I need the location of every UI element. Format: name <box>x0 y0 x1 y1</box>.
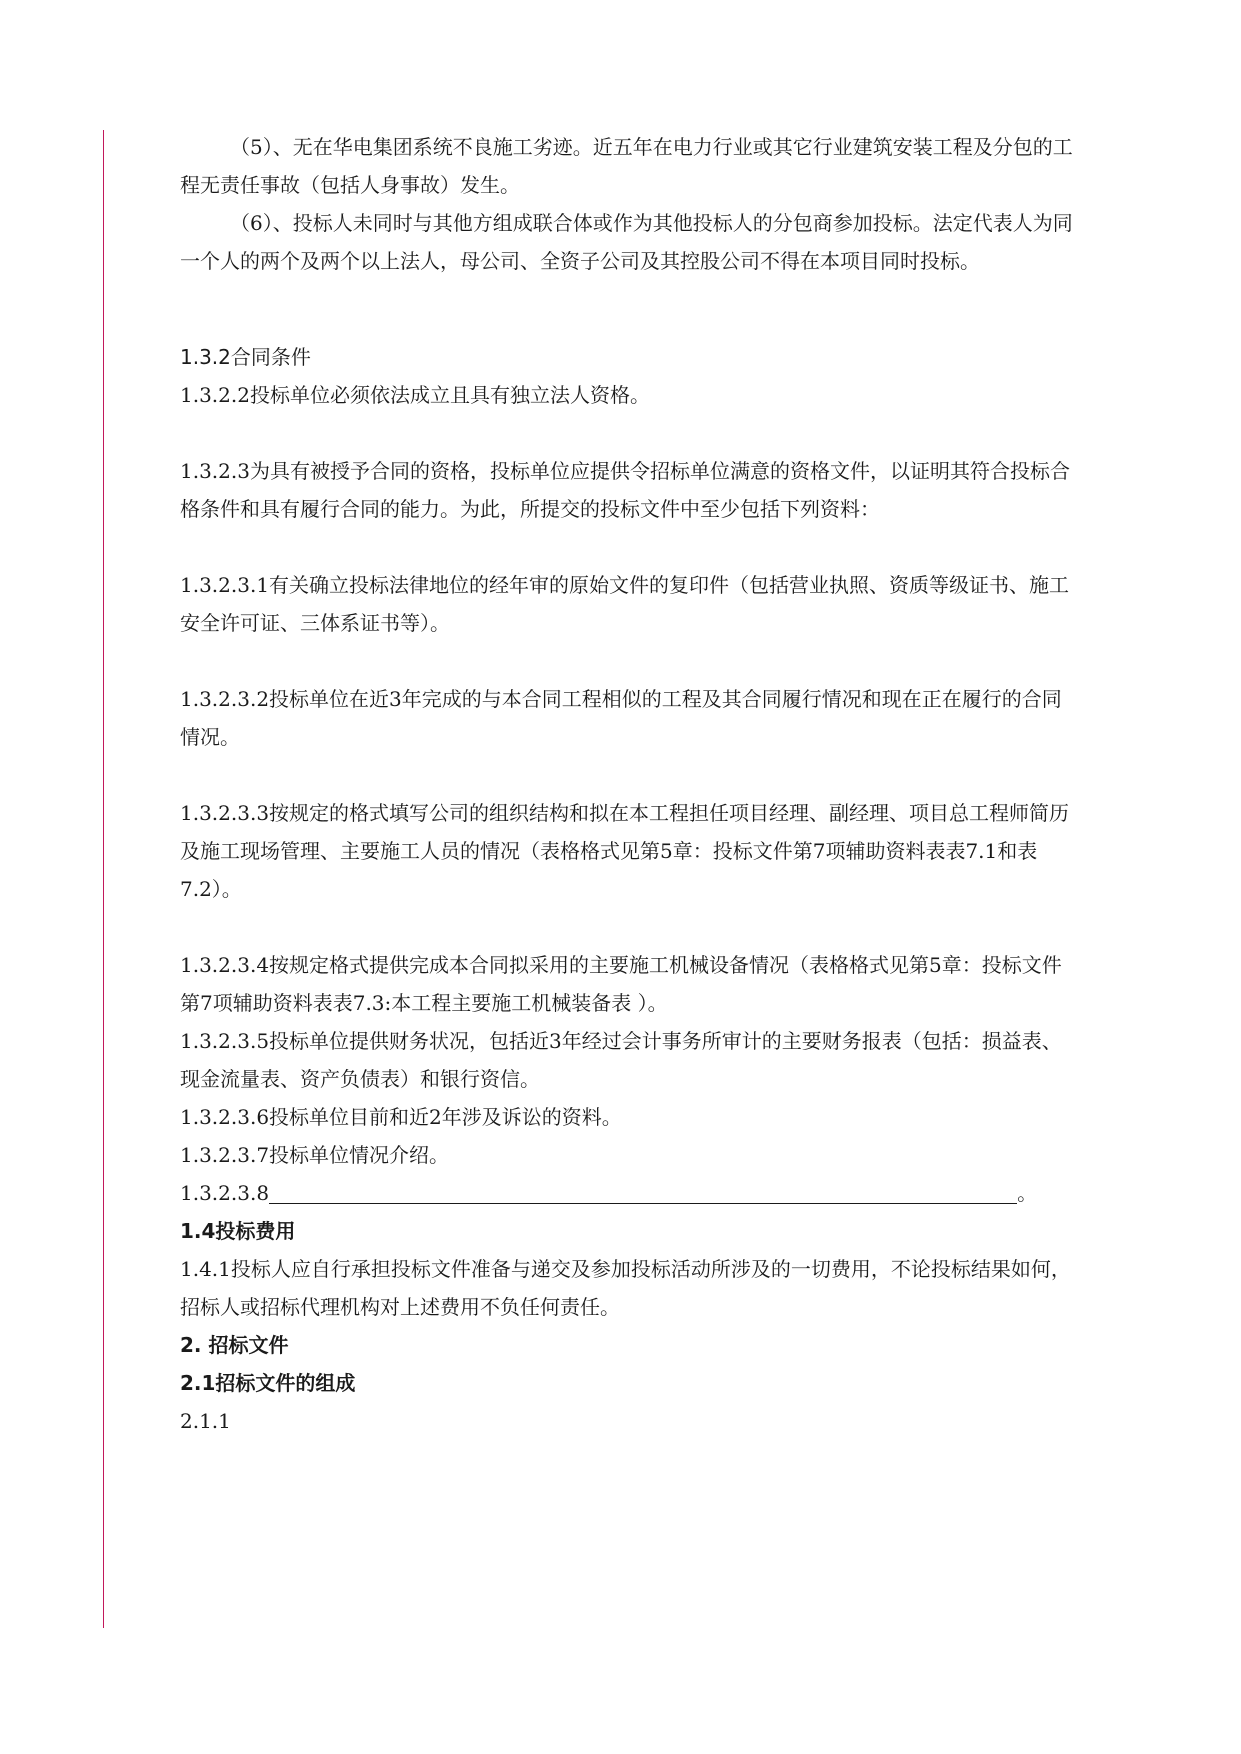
paragraph-6: （6）、投标人未同时与其他方组成联合体或作为其他投标人的分包商参加投标。法定代表人为同一个人的两个及两个以上法人，母公司、全资子公司及其控股公司不得在本项目同时投标。 <box>180 211 1073 273</box>
clause-1-4-1: 1.4.1投标人应自行承担投标文件准备与递交及参加投标活动所涉及的一切费用，不论投标结果如何，招标人或招标代理机构对上述费用不负任何责任。 <box>180 1257 1071 1319</box>
clause-1-3-2-3-7: 1.3.2.3.7投标单位情况介绍。 <box>180 1143 450 1167</box>
clause-1-3-2-2: 1.3.2.2投标单位必须依法成立且具有独立法人资格。 <box>180 383 650 407</box>
clause-1-3-2-3-8 <box>180 1174 1080 1212</box>
clause-2-1-1: 2.1.1 <box>180 1409 231 1433</box>
clause-1-3-2-3-1: 1.3.2.3.1有关确立投标法律地位的经年审的原始文件的复印件（包括营业执照、资质等级证书、施工安全许可证、三体系证书等）。 <box>180 573 1070 635</box>
heading-2: 2. 招标文件 <box>180 1333 289 1357</box>
fill-in-blank-line <box>269 1177 1017 1204</box>
clause-1-3-2-3-4: 1.3.2.3.4按规定格式提供完成本合同拟采用的主要施工机械设备情况（表格格式见第5章：投标文件第7项辅助资料表表7.3:本工程主要施工机械装备表 ）。 <box>180 953 1062 1015</box>
paragraph-5: （5）、无在华电集团系统不良施工劣迹。近五年在电力行业或其它行业建筑安装工程及分包的工程无责任事故（包括人身事故）发生。 <box>180 135 1073 197</box>
heading-1-3-2: 1.3.2合同条件 <box>180 345 311 369</box>
margin-rule <box>103 130 104 1628</box>
heading-1-4: 1.4投标费用 <box>180 1219 296 1243</box>
clause-1-3-2-3-3: 1.3.2.3.3按规定的格式填写公司的组织结构和拟在本工程担任项目经理、副经理、项目总工程师简历及施工现场管理、主要施工人员的情况（表格格式见第5章：投标文件第7项辅助资料表表7.1和表7.2）。 <box>180 801 1070 901</box>
clause-1-3-2-3-2: 1.3.2.3.2投标单位在近3年完成的与本合同工程相似的工程及其合同履行情况和现在正在履行的合同情况。 <box>180 687 1062 749</box>
heading-2-1: 2.1招标文件的组成 <box>180 1371 356 1395</box>
document-body <box>180 128 1080 1440</box>
clause-1-3-2-3: 1.3.2.3为具有被授予合同的资格，投标单位应提供令招标单位满意的资格文件，以证明其符合投标合格条件和具有履行合同的能力。为此，所提交的投标文件中至少包括下列资料： <box>180 459 1070 521</box>
clause-1-3-2-3-6: 1.3.2.3.6投标单位目前和近2年涉及诉讼的资料。 <box>180 1105 622 1129</box>
clause-1-3-2-3-5: 1.3.2.3.5投标单位提供财务状况，包括近3年经过会计事务所审计的主要财务报表（包括：损益表、现金流量表、资产负债表）和银行资信。 <box>180 1029 1062 1091</box>
clause-1-3-2-3-8-end: 。 <box>1017 1181 1038 1205</box>
clause-1-3-2-3-8-label: 1.3.2.3.8 <box>180 1181 270 1205</box>
